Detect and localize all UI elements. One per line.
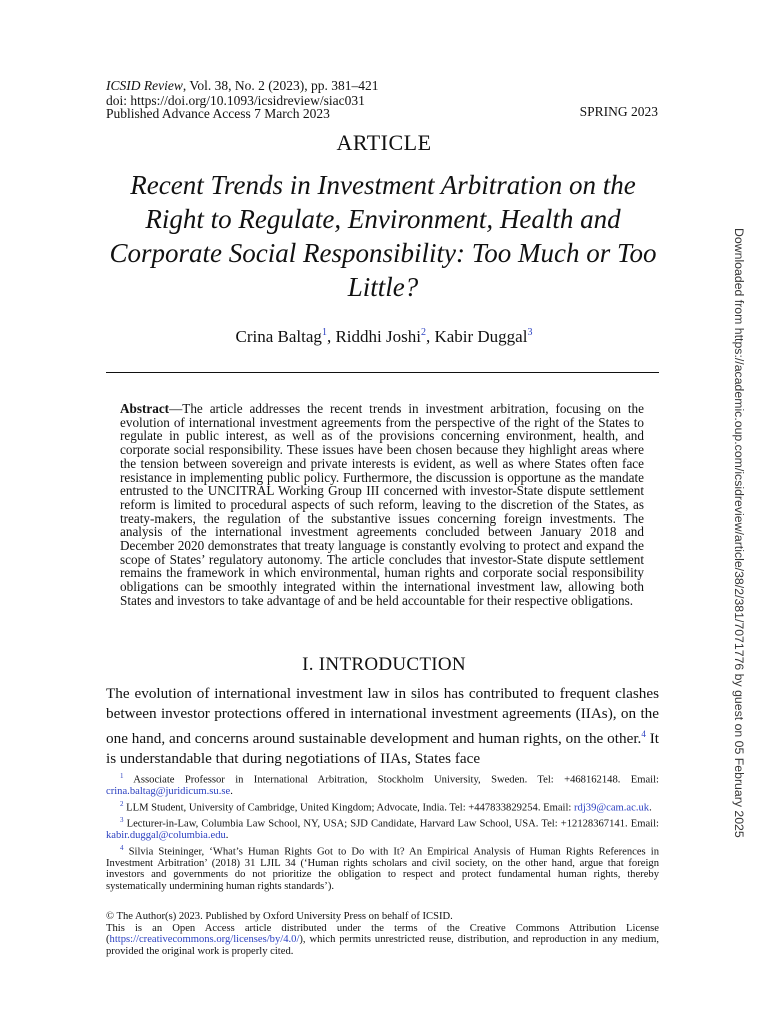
title-divider: [106, 372, 659, 373]
abstract-label: Abstract: [120, 401, 170, 416]
footnote: [106, 799, 659, 814]
intro-paragraph: [106, 684, 659, 769]
footnote-tail: .: [225, 829, 229, 841]
email-link[interactable]: rdj39@cam.ac.uk: [574, 802, 650, 814]
footnote-text: Associate Professor in International Arbitration, Stockholm University, Sweden. Tel: +468162148. Email:: [133, 774, 659, 786]
footnote: [106, 771, 659, 798]
email-link[interactable]: crina.baltag@juridicum.su.se: [106, 786, 231, 798]
license-link[interactable]: https://creativecommons.org/licenses/by/4.0/: [109, 934, 300, 946]
footnote-mark: 3: [120, 815, 124, 824]
volume-pages: , Vol. 38, No. 2 (2023), pp. 381–421: [182, 78, 379, 93]
abstract-text: —The article addresses the recent trends in investment arbitration, focusing on the evolution of international investment agreements from the perspective of the right of the States to regulate in public interest, as well as of the provisions concerning environment, health, and corporate social responsibility. These issues have been chosen because they highlight areas where the tension between sovereign and private interests is evident, as well as where States often face resistance in implementing public policy. Furthermore, the discussion is opportune as the mandate entrusted to the UNCITRAL Working Group III concerned with investor-State dispute settlement reform is limited to procedural aspects of such reform, leaving to the discretion of the States, as treaty-makers, the regulation of the substantive issues concerning foreign investments. The analysis of the international investment agreements concluded between January 2018 and December 2020 demonstrates that treaty language is constantly evolving to protect and expand the scope of States’ regulatory autonomy. The article concludes that investor-State dispute settlement remains the framework in which environmental, human rights and corporate social responsibility obligations can be smoothly integrated within the international investment law, allowing both States and investors to take advantage of and be held accountable for their respective obligations.: [120, 401, 644, 608]
license-line: [106, 923, 659, 958]
article-title: Recent Trends in Investment Arbitration on the Right to Regulate, Environment, Health and Corporate Social Responsibility: Too Much or Too Little?: [109, 170, 657, 302]
issue-season: SPRING 2023: [579, 104, 658, 119]
license-text: This is an Open Access article distributed under the terms of the Creative Commons Attribution License (: [106, 922, 659, 946]
author-footnote-mark[interactable]: 3: [527, 327, 533, 338]
license-text-continued: ), which permits unrestricted reuse, distribution, and reproduction in any medium, provided the original work is properly cited.: [106, 934, 659, 957]
footnote-text: LLM Student, University of Cambridge, United Kingdom; Advocate, India. Tel: +447833829254. Email:: [126, 802, 575, 814]
footnote: [106, 843, 659, 893]
footnote-mark: 2: [120, 799, 124, 808]
intro-text: The evolution of international investment law in silos has contributed to frequent clashes between investor protections offered in international investment agreements (IIAs), on the one hand, and concerns around sustainable development and human rights, on the other.: [106, 685, 659, 748]
copyright-notice: [106, 911, 659, 957]
footnote-text: Lecturer-in-Law, Columbia Law School, NY, USA; SJD Candidate, Harvard Law School, USA. Tel: +12128367141. Email:: [126, 818, 659, 830]
author-footnote-mark[interactable]: 1: [321, 327, 327, 338]
advance-access-line: Published Advance Access 7 March 2023: [106, 106, 330, 121]
author-name: Crina Baltag: [235, 327, 322, 346]
author-name: Kabir Duggal: [434, 327, 528, 346]
doi-line[interactable]: doi: https://doi.org/10.1093/icsidreview/siac031: [106, 93, 365, 108]
download-watermark-text: Downloaded from https://academic.oup.com/icsidreview/article/38/2/381/7071776 by guest on 05 February 2025: [732, 228, 746, 838]
author-list: Crina Baltag$^1$, Riddhi Joshi$^2$, Kabir Duggal$^3$: [235, 327, 533, 346]
intro-text-continued: It is understandable that during negotiations of IIAs, States face: [106, 730, 659, 768]
footnote-text: Silvia Steininger, ‘What’s Human Rights Got to Do with It? An Empirical Analysis of Human Rights References in Investment Arbitration’ (2018) 31 LJIL 34 (‘Human rights scholars and civil society, on the other hand, argue that foreign investors and governments do not prioritize the obligation to respect and protect fundamental human rights, thereby systematically undermining human rights standards’).: [106, 846, 659, 892]
footnote-ref[interactable]: 4: [641, 729, 646, 739]
abstract: [120, 402, 644, 608]
footnote-mark: 1: [120, 772, 124, 780]
author-name: Riddhi Joshi: [335, 327, 421, 346]
footnote-tail: .: [230, 786, 233, 798]
email-link[interactable]: kabir.duggal@columbia.edu: [106, 829, 226, 841]
journal-citation: [106, 78, 379, 93]
footnotes: [106, 771, 659, 893]
download-watermark: [732, 228, 748, 838]
footnote: [106, 815, 659, 842]
footnote-mark: 4: [120, 843, 124, 852]
author-footnote-mark[interactable]: 2: [420, 327, 426, 338]
copyright-line: © The Author(s) 2023. Published by Oxford University Press on behalf of ICSID.: [106, 911, 453, 922]
section-heading: I. INTRODUCTION: [302, 654, 466, 675]
journal-name: ICSID Review: [106, 78, 183, 93]
article-type-label: ARTICLE: [336, 130, 432, 155]
footnote-tail: .: [649, 802, 652, 814]
